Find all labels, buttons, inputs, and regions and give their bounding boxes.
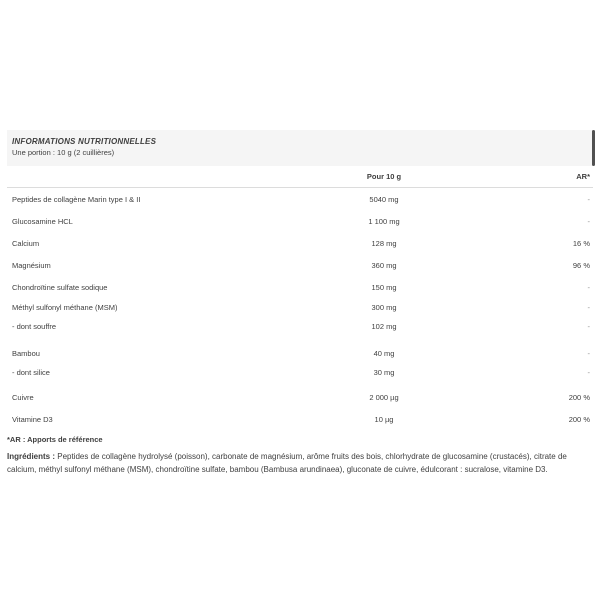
nutrient-amount: 128 mg <box>371 238 397 248</box>
table-row <box>7 344 593 363</box>
nutrient-name: Bambou <box>12 349 40 358</box>
table-row <box>7 254 593 276</box>
nutrient-amount: 300 mg <box>371 303 397 312</box>
nutrient-ar-value: 200 % <box>568 392 590 402</box>
table-row <box>7 276 593 298</box>
ingredients-label: Ingrédients : <box>7 452 56 461</box>
nutrient-name: Magnésium <box>12 260 51 270</box>
nutrient-ar-value: 96 % <box>572 260 590 270</box>
nutrient-name: Calcium <box>12 238 40 248</box>
nutrient-name: Vitamine D3 <box>12 414 53 424</box>
ingredients-paragraph <box>7 446 591 476</box>
nutrient-ar-value: - <box>587 368 590 377</box>
serving-size: Une portion : 10 g (2 cuillières) <box>12 148 115 157</box>
nutrient-name: - dont souffre <box>12 322 57 331</box>
nutrient-name: - dont silice <box>12 368 50 377</box>
nutrient-amount: 150 mg <box>371 282 397 292</box>
ar-footnote: *AR : Apports de référence <box>7 435 103 444</box>
nutrient-ar-value: - <box>587 349 590 358</box>
nutrition-panel <box>7 130 593 476</box>
table-column-header <box>7 166 593 187</box>
table-row <box>7 298 593 317</box>
table-row <box>7 386 593 408</box>
nutrient-amount: 10 µg <box>374 414 394 424</box>
panel-title: INFORMATIONS NUTRITIONNELLES <box>12 137 157 146</box>
nutrient-amount: 30 mg <box>373 368 395 377</box>
nutrient-name: Cuivre <box>12 392 34 402</box>
column-header-ar: AR* <box>576 172 590 181</box>
nutrient-amount: 360 mg <box>371 260 397 270</box>
table-row <box>7 210 593 232</box>
nutrient-ar-value: 200 % <box>568 414 590 424</box>
table-row <box>7 188 593 210</box>
nutrient-ar-value: - <box>587 216 590 226</box>
nutrient-name: Chondroïtine sulfate sodique <box>12 282 108 292</box>
column-header-amount: Pour 10 g <box>366 172 402 181</box>
nutrient-ar-value: - <box>587 282 590 292</box>
nutrient-ar-value: - <box>587 322 590 331</box>
nutrient-ar-value: - <box>587 194 590 204</box>
table-row <box>7 232 593 254</box>
nutrient-amount: 40 mg <box>373 349 395 358</box>
table-row-sub <box>7 363 593 382</box>
nutrient-ar-value: - <box>587 303 590 312</box>
nutrient-amount: 2 000 µg <box>369 392 399 402</box>
scrollbar-thumb[interactable] <box>592 130 595 166</box>
table-row <box>7 408 593 430</box>
table-row-sub <box>7 317 593 336</box>
nutrient-ar-value: 16 % <box>572 238 590 248</box>
nutrition-table <box>7 187 593 430</box>
nutrient-amount: 102 mg <box>371 322 397 331</box>
nutrient-name: Peptides de collagène Marin type I & II <box>12 194 141 204</box>
nutrient-amount: 5040 mg <box>369 194 399 204</box>
panel-header <box>7 130 593 166</box>
nutrient-name: Méthyl sulfonyl méthane (MSM) <box>12 303 118 312</box>
nutrient-name: Glucosamine HCL <box>12 216 73 226</box>
nutrient-amount: 1 100 mg <box>368 216 400 226</box>
ingredients-text: Peptides de collagène hydrolysé (poisson), carbonate de magnésium, arôme fruits des bois, chlorhydrate de glucosamine (crustacés), citrate de calcium, méthyl sulfonyl méthane (MSM), chondroïtine sulfate, bambou (Bambusa arundinaea), gluconate de cuivre, édulcorant : sucralose, vitamine D3. <box>7 452 567 474</box>
